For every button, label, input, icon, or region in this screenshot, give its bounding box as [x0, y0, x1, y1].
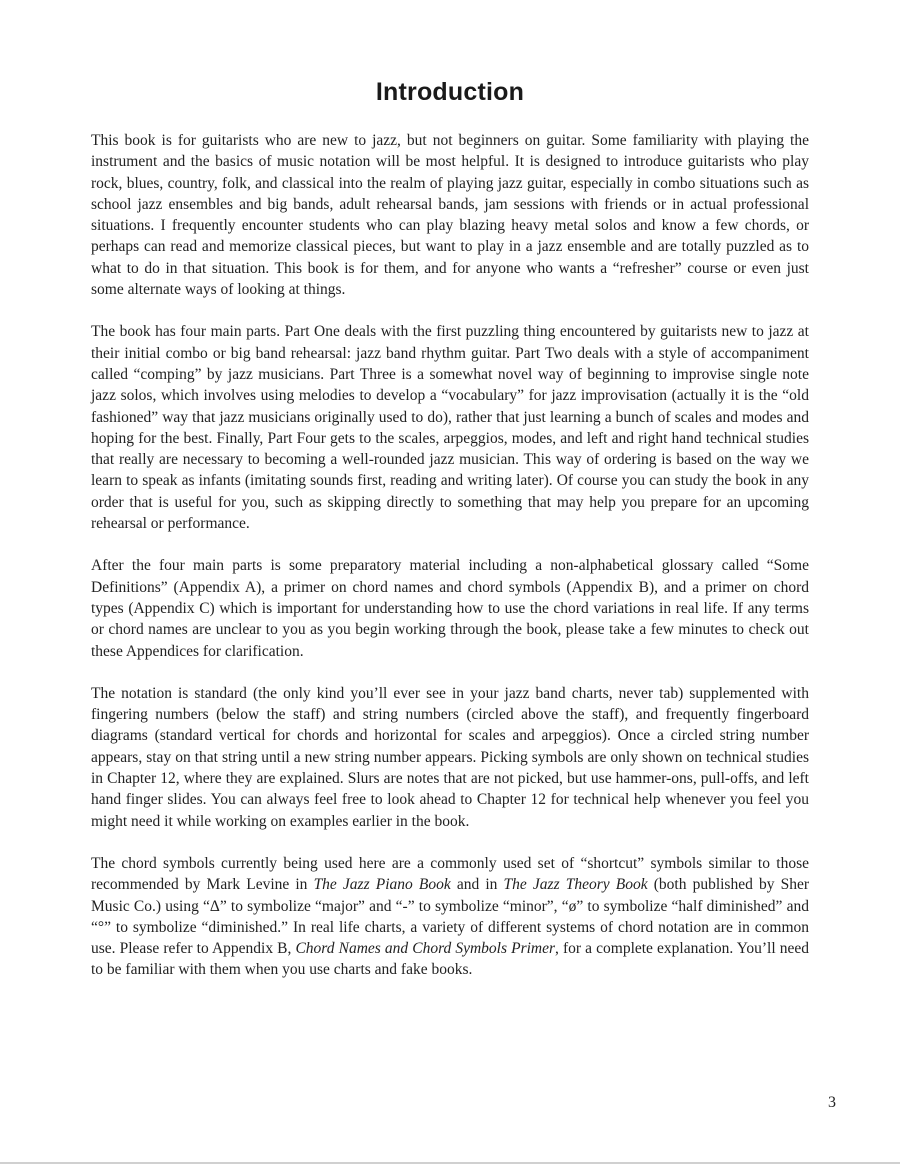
book-title-jazz-theory-book: The Jazz Theory Book	[503, 876, 648, 894]
page-title: Introduction	[375, 78, 525, 106]
paragraph-chord-symbols	[91, 853, 809, 981]
chord-symbols-text-2: and in	[450, 876, 504, 894]
paragraph-four-parts: The book has four main parts. Part One deals with the first puzzling thing encountered by guitarists new to jazz at their initial combo or big band rehearsal: jazz band rhythm guitar. Part Two deals with a style of accompaniment called “comping” by jazz musicians. Part Three is a somewhat novel way of beginning to improvise single note jazz solos, which involves using melodies to develop a “vocabulary” for jazz improvisation (actually it is the “old fashioned” way that jazz musicians originally used to do), rather that just learning a bunch of scales and modes and hoping for the best. Finally, Part Four gets to the scales, arpeggios, modes, and left and right hand technical studies that really are necessary to becoming a well-rounded jazz musician. This way of ordering is based on the way we learn to speak as infants (imitating sounds first, reading and writing later). Of course you can study the book in any order that is useful for you, such as skipping directly to something that may help you prepare for an upcoming rehearsal or performance.	[91, 323, 809, 533]
paragraph-intro: This book is for guitarists who are new to jazz, but not beginners on guitar. Some familiarity with playing the instrument and the basics of music notation will be most helpful. It is designed to introduce guitarists who play rock, blues, country, folk, and classical into the realm of playing jazz guitar, especially in combo situations such as school jazz ensembles and big bands, adult rehearsal bands, jam sessions with friends or in actual professional situations. I frequently encounter students who can play blazing heavy metal solos and know a few chords, or perhaps can read and memorize classical pieces, but want to play in a jazz ensemble and are totally puzzled as to what to do in that situation. This book is for them, and for anyone who wants a “refresher” course or even just some alternate ways of looking at things.	[91, 132, 809, 299]
book-title-jazz-piano-book: The Jazz Piano Book	[313, 876, 451, 894]
paragraph-appendices: After the four main parts is some preparatory material including a non-alphabetical glossary called “Some Definitions” (Appendix A), a primer on chord names and chord symbols (Appendix B), and a primer on chord types (Appendix C) which is important for understanding how to use the chord variations in real life. If any terms or chord names are unclear to you as you begin working through the book, please take a few minutes to check out these Appendices for clarification.	[91, 557, 809, 660]
chord-symbols-text-3: (both published by Sher Music Co.) using “Δ” to symbolize “major” and “-” to symbolize “minor”, “ø” to symbolize “half diminished” and “°” to symbolize “diminished.” In real life charts, a variety of different systems of chord notation are in common use. Please refer to Appendix B,	[91, 876, 809, 958]
appendix-title-chord-primer: Chord Names and Chord Symbols Primer	[295, 940, 556, 958]
chord-symbols-text-1: The chord symbols currently being used here are a commonly used set of “shortcut” symbols similar to those recommended by Mark Levine in	[91, 854, 809, 894]
page-number: 3	[828, 1094, 836, 1111]
chord-symbols-text-4: , for a complete explanation. You’ll need to be familiar with them when you use charts and fake books.	[91, 940, 809, 979]
body-text	[91, 130, 809, 1002]
paragraph-notation: The notation is standard (the only kind you’ll ever see in your jazz band charts, never tab) supplemented with fingering numbers (below the staff) and string numbers (circled above the staff), and frequently fingerboard diagrams (standard vertical for chords and horizontal for scales and arpeggios). Once a circled string number appears, stay on that string until a new string number appears. Picking symbols are only shown on technical studies in Chapter 12, where they are explained. Slurs are notes that are not picked, but use hammer-ons, pull-offs, and left hand finger slides. You can always feel free to look ahead to Chapter 12 for technical help whenever you feel you might need it while working on examples earlier in the book.	[91, 684, 809, 830]
